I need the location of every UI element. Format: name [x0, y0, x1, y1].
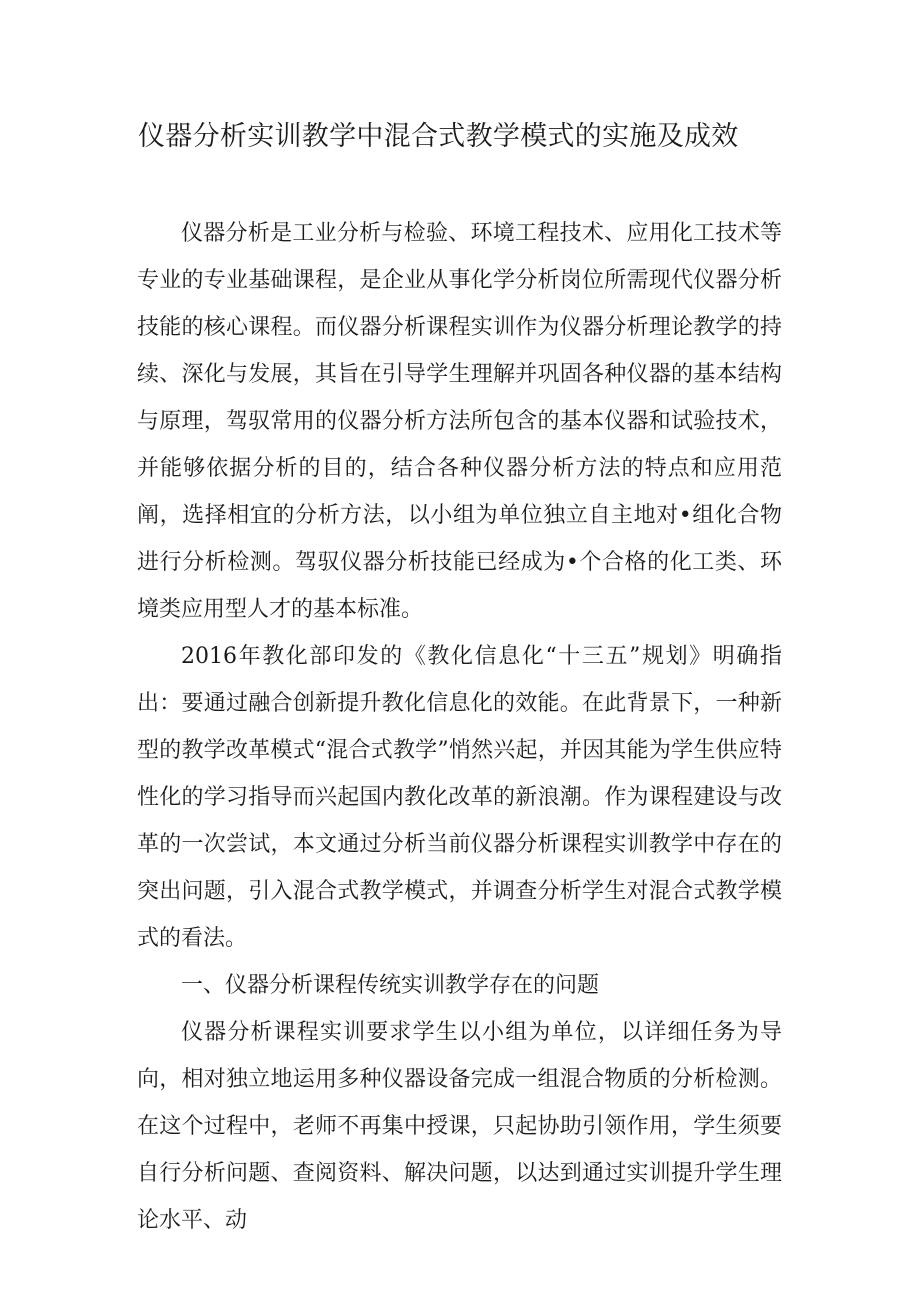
paragraph-intro: 仪器分析是工业分析与检验、环境工程技术、应用化工技术等专业的专业基础课程，是企业从事化学分析岗位所需现代仪器分析技能的核心课程。而仪器分析课程实训作为仪器分析理论教学的持续、深化与发展，其旨在引导学生理解并巩固各种仪器的基本结构与原理，驾驭常用的仪器分析方法所包含的基本仪器和试验技术，并能够依据分析的目的，结合各种仪器分析方法的特点和应用范阐，选择相宜的分析方法，以小组为单位独立自主地对•组化合物进行分析检测。驾驭仪器分析技能已经成为•个合格的化工类、环境类应用型人才的基本标准。	[137, 221, 782, 622]
document-title: 仪器分析实训教学中混合式教学模式的实施及成效	[138, 121, 739, 152]
document-body	[137, 210, 782, 1244]
paragraph-background: 2016年教化部印发的《教化信息化“十三五”规划》明确指出：要通过融合创新提升教化信息化的效能。在此背景下，一种新型的教学改革模式“混合式教学”悄然兴起，并因其能为学生供应特性化的学习指导而兴起国内教化改革的新浪潮。作为课程建设与改革的一次尝试，本文通过分析当前仪器分析课程实训教学中存在的突出问题，引入混合式教学模式，并调查分析学生对混合式教学模式的看法。	[137, 644, 782, 951]
paragraph-section-1: 仪器分析课程实训要求学生以小组为单位，以详细任务为导向，相对独立地运用多种仪器设备完成一组混合物质的分析检测。在这个过程中，老师不再集中授课，只起协助引领作用，学生须要自行分析问题、查阅资料、解决问题，以达到通过实训提升学生理论水平、动	[137, 1020, 782, 1233]
section-heading-1: 一、仪器分析课程传统实训教学存在的问题	[181, 973, 600, 998]
